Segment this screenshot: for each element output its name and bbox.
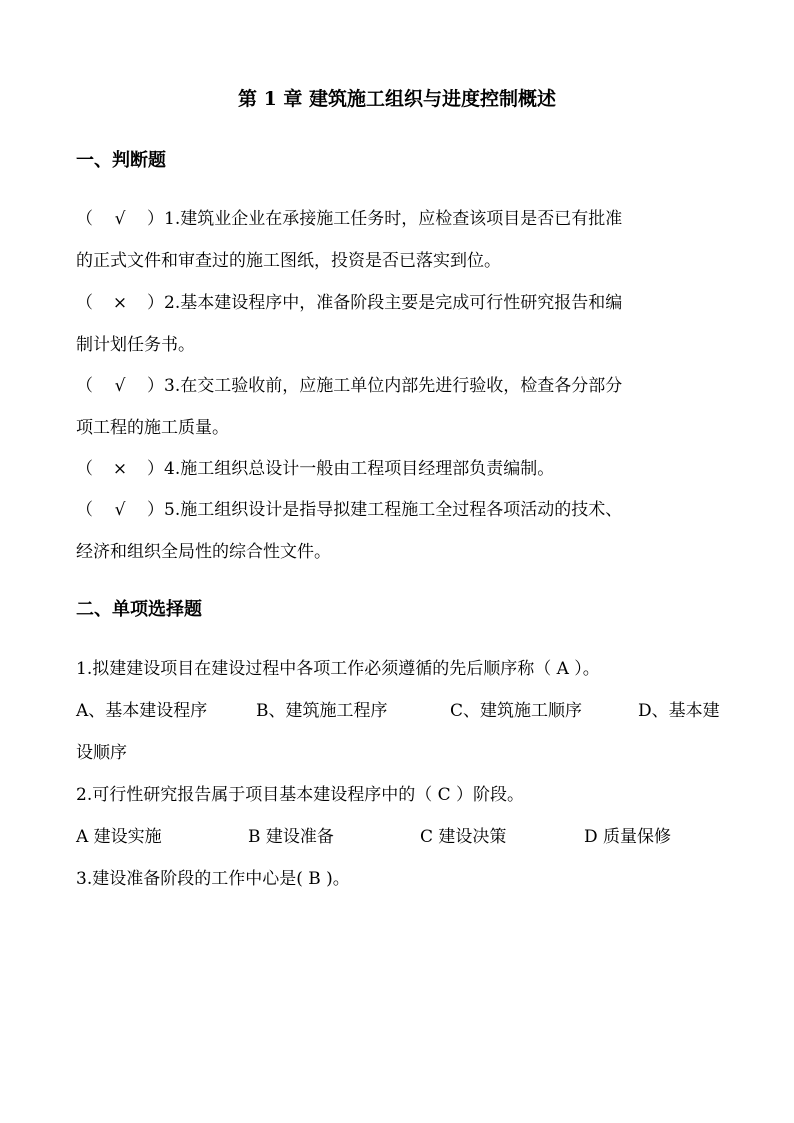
judgement-item-5 bbox=[76, 498, 622, 522]
choice-question-1: 1.拟建建设项目在建设过程中各项工作必须遵循的先后顺序称（ A ）。 bbox=[76, 659, 600, 679]
paren-open: （ bbox=[76, 209, 93, 229]
answer-mark: √ bbox=[114, 209, 126, 229]
judgement-item-5-continued: 经济和组织全局性的综合性文件。 bbox=[76, 542, 331, 562]
paren-open: （ bbox=[76, 293, 93, 313]
judgement-item-1-continued: 的正式文件和审查过的施工图纸，投资是否已落实到位。 bbox=[76, 251, 501, 271]
answer-mark: √ bbox=[114, 376, 126, 396]
item-text: 2.基本建设程序中，准备阶段主要是完成可行性研究报告和编 bbox=[164, 293, 623, 313]
choice-question-1-options-continued: 设顺序 bbox=[76, 743, 127, 763]
answer-mark: × bbox=[112, 459, 128, 479]
option-a: A 建设实施 bbox=[76, 827, 162, 847]
judgement-item-3 bbox=[76, 374, 622, 398]
paren-open: （ bbox=[76, 376, 93, 396]
judgement-item-2-continued: 制计划任务书。 bbox=[76, 335, 195, 355]
option-c: C、建筑施工顺序 bbox=[450, 701, 583, 721]
option-b: B、建筑施工程序 bbox=[256, 701, 388, 721]
answer-mark: × bbox=[112, 293, 128, 313]
answer-mark: √ bbox=[114, 500, 126, 520]
paren-close: ） bbox=[147, 293, 164, 313]
choice-question-3: 3.建设准备阶段的工作中心是( B )。 bbox=[76, 869, 350, 889]
choice-question-2-options bbox=[76, 825, 671, 849]
chapter-title: 第 1 章 建筑施工组织与进度控制概述 bbox=[237, 88, 557, 110]
option-c: C 建设决策 bbox=[420, 827, 507, 847]
item-text: 5.施工组织设计是指导拟建工程施工全过程各项活动的技术、 bbox=[164, 500, 623, 520]
paren-close: ） bbox=[147, 209, 164, 229]
choice-question-1-options bbox=[76, 699, 720, 723]
judgement-item-4 bbox=[76, 457, 554, 481]
paren-close: ） bbox=[147, 376, 164, 396]
paren-close: ） bbox=[147, 500, 164, 520]
option-a: A、基本建设程序 bbox=[76, 701, 208, 721]
choice-question-2: 2.可行性研究报告属于项目基本建设程序中的（ C ）阶段。 bbox=[76, 785, 525, 805]
section-heading-judgement: 一、判断题 bbox=[76, 150, 166, 171]
paren-open: （ bbox=[76, 459, 93, 479]
item-text: 3.在交工验收前，应施工单位内部先进行验收，检查各分部分 bbox=[164, 376, 623, 396]
paren-close: ） bbox=[147, 459, 164, 479]
option-d: D、基本建 bbox=[638, 701, 720, 721]
option-d: D 质量保修 bbox=[584, 827, 672, 847]
section-heading-single-choice: 二、单项选择题 bbox=[76, 599, 202, 620]
item-text: 4.施工组织总设计一般由工程项目经理部负责编制。 bbox=[164, 459, 555, 479]
judgement-item-2 bbox=[76, 291, 622, 315]
item-text: 1.建筑业企业在承接施工任务时，应检查该项目是否已有批准 bbox=[164, 209, 623, 229]
judgement-item-3-continued: 项工程的施工质量。 bbox=[76, 418, 229, 438]
paren-open: （ bbox=[76, 500, 93, 520]
option-b: B 建设准备 bbox=[248, 827, 334, 847]
judgement-item-1 bbox=[76, 207, 622, 231]
